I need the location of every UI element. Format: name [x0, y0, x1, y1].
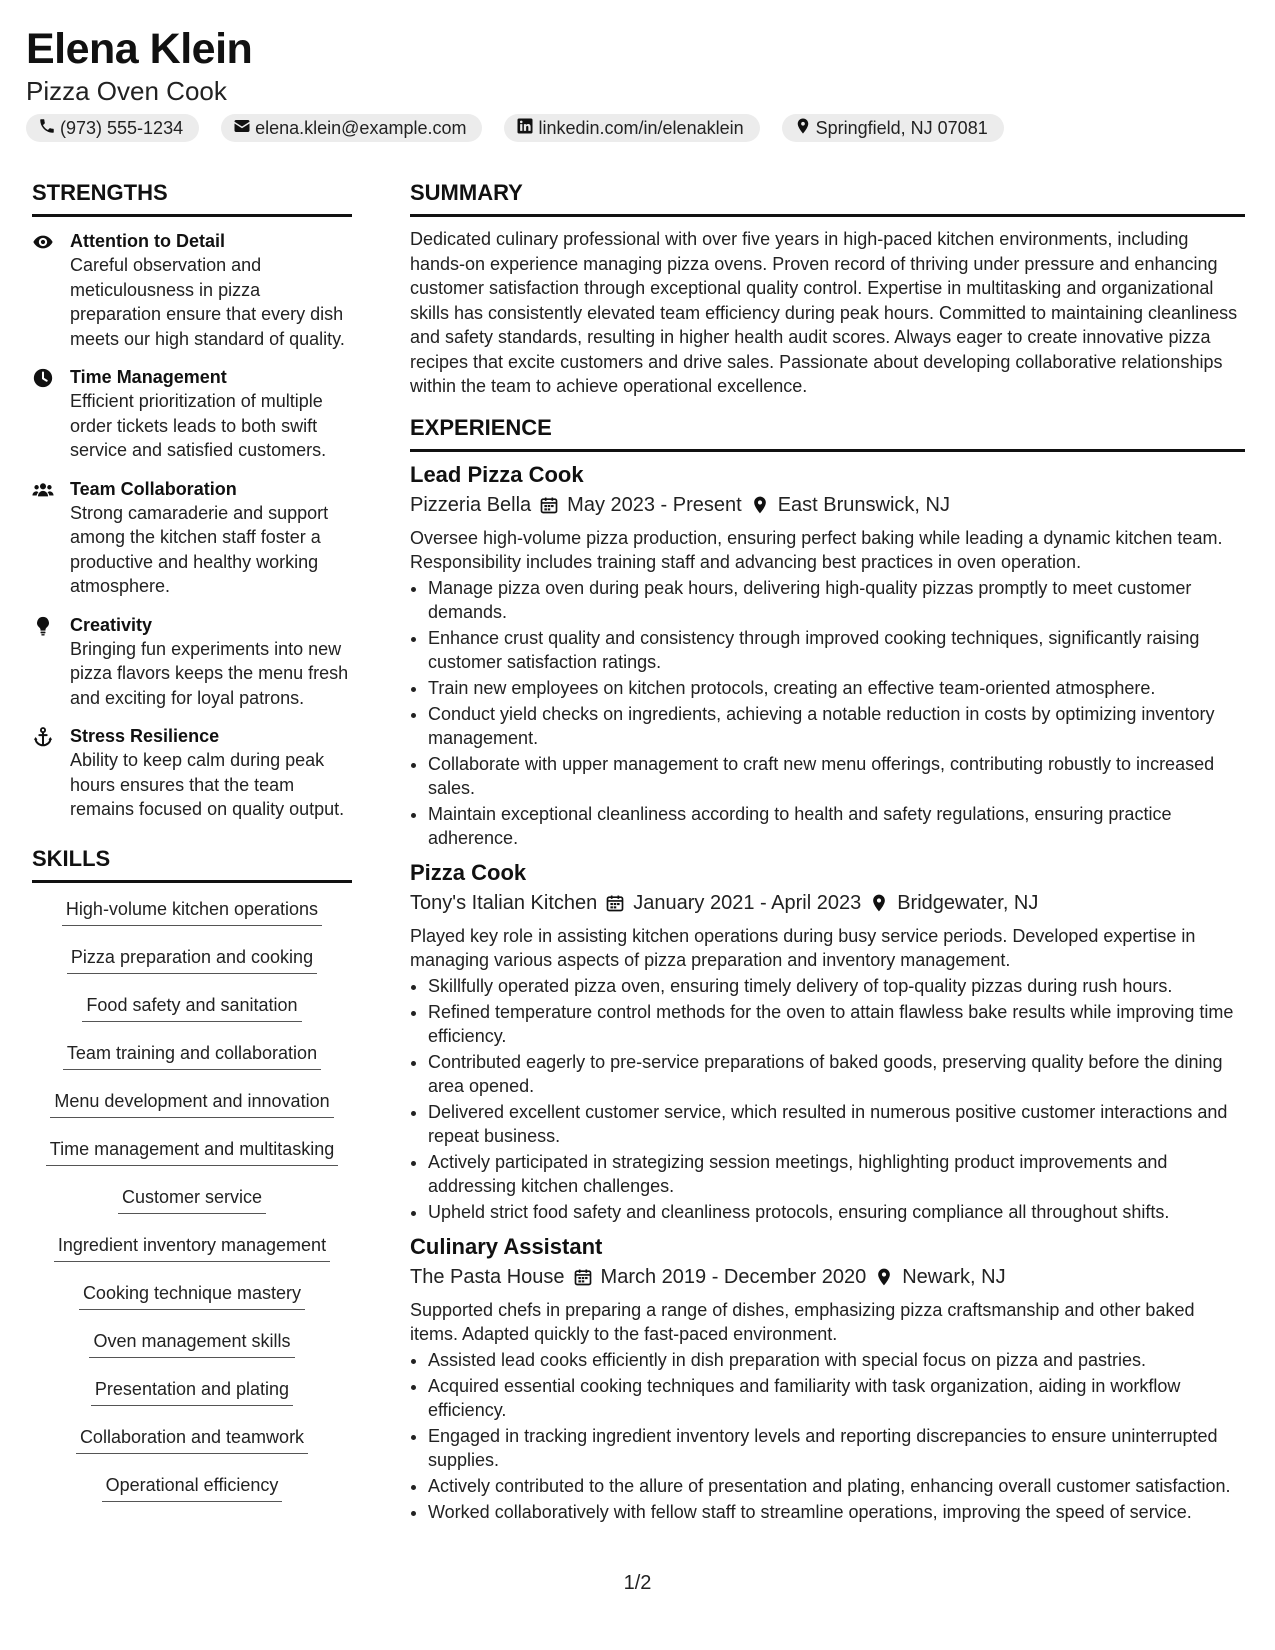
location-icon — [750, 495, 770, 515]
job-location: East Brunswick, NJ — [777, 493, 950, 516]
skill-tag: Time management and multitasking — [46, 1135, 338, 1166]
job-company: The Pasta House — [410, 1265, 565, 1288]
skill-tag: Ingredient inventory management — [54, 1231, 330, 1262]
calendar-icon — [605, 893, 625, 913]
job-bullets — [410, 1348, 1245, 1524]
skills-list — [32, 895, 352, 1519]
strength-desc: Careful observation and meticulousness in pizza preparation ensure that every dish meets our high standard of quality. — [70, 255, 345, 349]
job-bullet: • Train new employees on kitchen protocols, creating an effective team-oriented atmosphere. — [428, 676, 1245, 700]
job-bullet: • Skillfully operated pizza oven, ensuring timely delivery of top-quality pizzas during rush hours. — [428, 974, 1245, 998]
job-description: Played key role in assisting kitchen operations during busy service periods. Developed expertise in managing various aspects of pizza preparation and inventory management. — [410, 925, 1196, 970]
job-bullet: • Actively participated in strategizing session meetings, highlighting product improvements and addressing kitchen challenges. — [428, 1150, 1245, 1198]
strength-item — [32, 613, 352, 711]
job-description: Oversee high-volume pizza production, ensuring perfect baking while leading a dynamic kitchen team. Responsibility includes training staff and advancing best practices in oven operation. — [410, 527, 1223, 572]
candidate-name: Elena Klein — [26, 25, 253, 73]
experience-heading: EXPERIENCE — [410, 413, 1245, 452]
strength-name: Creativity — [70, 614, 153, 635]
job-entry — [410, 858, 1245, 1224]
job-company: Tony's Italian Kitchen — [410, 891, 598, 914]
strength-name: Attention to Detail — [70, 231, 225, 251]
job-bullets — [410, 974, 1245, 1224]
email-icon — [233, 117, 251, 140]
strength-name: Stress Resilience — [70, 726, 220, 746]
skill-tag: Team training and collaboration — [63, 1039, 321, 1070]
calendar-icon — [539, 495, 559, 515]
job-bullet: • Refined temperature control methods for the oven to attain flawless bake results while improving time efficiency. — [428, 1000, 1245, 1048]
location-icon — [869, 893, 889, 913]
job-title: Lead Pizza Cook — [410, 461, 584, 487]
job-company: Pizzeria Bella — [410, 493, 532, 516]
left-column — [32, 178, 352, 1519]
summary-text: Dedicated culinary professional with over five years in high-paced kitchen environments, including hands-on experience managing pizza ovens. Proven record of thriving under pressure and enhancing customer satisfaction through exceptional quality control. Expertise in multitasking and organizational skills has consistently elevated team efficiency during peak hours. Committed to maintaining cleanliness and safety standards, resulting in higher health audit scores. Always eager to create innovative pizza recipes that excite customers and drive sales. Passionate about developing collaborative relationships within the team to achieve operational excellence. — [410, 229, 1238, 396]
strength-desc: Bringing fun experiments into new pizza flavors keeps the menu fresh and exciting for loyal patrons. — [70, 638, 349, 708]
job-location: Newark, NJ — [902, 1265, 1006, 1288]
strengths-heading: STRENGTHS — [32, 178, 352, 217]
job-dates: May 2023 - Present — [567, 493, 742, 516]
candidate-title: Pizza Oven Cook — [26, 76, 227, 106]
job-bullet: • Acquired essential cooking techniques and familiarity with task organization, aiding in workflow efficiency. — [428, 1374, 1245, 1422]
resume-header — [26, 22, 1249, 142]
skill-tag: Food safety and sanitation — [82, 991, 301, 1022]
skill-tag: Oven management skills — [89, 1327, 294, 1358]
skill-tag: Cooking technique mastery — [79, 1279, 305, 1310]
strength-item — [32, 365, 352, 463]
strength-item — [32, 477, 352, 599]
skill-tag: High-volume kitchen operations — [62, 895, 322, 926]
skill-tag: Customer service — [118, 1183, 266, 1214]
job-bullet: • Worked collaboratively with fellow staff to streamline operations, improving the speed of service. — [428, 1500, 1245, 1524]
job-meta — [410, 1262, 1245, 1292]
location-icon — [794, 117, 812, 140]
phone-icon — [38, 117, 56, 140]
job-bullet: • Assisted lead cooks efficiently in dish preparation with special focus on pizza and pastries. — [428, 1348, 1245, 1372]
job-title: Culinary Assistant — [410, 1233, 603, 1259]
job-bullet: • Conduct yield checks on ingredients, achieving a notable reduction in costs by optimizing inventory management. — [428, 702, 1245, 750]
job-bullet: • Actively contributed to the allure of presentation and plating, enhancing overall customer satisfaction. — [428, 1474, 1245, 1498]
job-description: Supported chefs in preparing a range of dishes, emphasizing pizza craftsmanship and other baked items. Adapted quickly to the fast-paced environment. — [410, 1299, 1195, 1344]
lightbulb-icon — [32, 613, 56, 711]
users-icon — [32, 477, 56, 599]
job-entry — [410, 1232, 1245, 1524]
clock-icon — [32, 365, 56, 463]
experience-section — [410, 413, 1245, 1524]
location-icon — [874, 1267, 894, 1287]
contact-phone[interactable] — [26, 114, 199, 142]
strength-name: Time Management — [70, 367, 227, 387]
eye-icon — [32, 229, 56, 351]
job-bullet: • Enhance crust quality and consistency through improved cooking techniques, significantly raising customer satisfaction ratings. — [428, 626, 1245, 674]
job-bullet: • Engaged in tracking ingredient inventory levels and reporting discrepancies to ensure uninterrupted supplies. — [428, 1424, 1245, 1472]
skill-tag: Pizza preparation and cooking — [67, 943, 317, 974]
strength-name: Team Collaboration — [70, 478, 237, 499]
calendar-icon — [573, 1267, 593, 1287]
skill-tag: Operational efficiency — [102, 1471, 283, 1502]
job-bullet: • Contributed eagerly to pre-service preparations of baked goods, preserving quality before the dining area opened. — [428, 1050, 1245, 1098]
job-title: Pizza Cook — [410, 859, 527, 885]
contact-email[interactable] — [221, 114, 482, 142]
contact-linkedin[interactable] — [504, 114, 759, 142]
contact-linkedin-text: linkedin.com/in/elenaklein — [538, 117, 744, 138]
contact-location — [782, 114, 1004, 142]
job-bullet: • Collaborate with upper management to craft new menu offerings, contributing robustly to increased sales. — [428, 752, 1245, 800]
job-bullet: • Delivered excellent customer service, which resulted in numerous positive customer interactions and repeat business. — [428, 1100, 1245, 1148]
job-bullet: • Upheld strict food safety and cleanliness protocols, ensuring compliance all throughout shifts. — [428, 1200, 1245, 1224]
contact-phone-text: (973) 555-1234 — [60, 117, 184, 138]
anchor-icon — [32, 724, 56, 822]
skill-tag: Presentation and plating — [91, 1375, 293, 1406]
job-location: Bridgewater, NJ — [897, 891, 1039, 914]
skills-heading: SKILLS — [32, 844, 352, 883]
job-meta — [410, 490, 1245, 520]
strength-item — [32, 724, 352, 822]
page-number: 1/2 — [623, 1572, 652, 1594]
contact-bar — [26, 114, 1249, 142]
job-dates: March 2019 - December 2020 — [600, 1265, 867, 1288]
summary-heading: SUMMARY — [410, 178, 1245, 217]
strength-desc: Efficient prioritization of multiple order tickets leads to both swift service and satisfied customers. — [70, 391, 327, 460]
linkedin-icon — [516, 117, 534, 140]
job-bullet: • Manage pizza oven during peak hours, delivering high-quality pizzas promptly to meet customer demands. — [428, 576, 1245, 624]
job-dates: January 2021 - April 2023 — [633, 891, 862, 914]
contact-email-text: elena.klein@example.com — [255, 117, 467, 138]
strength-item — [32, 229, 352, 351]
contact-location-text: Springfield, NJ 07081 — [815, 117, 988, 138]
job-bullets — [410, 576, 1245, 850]
right-column — [410, 178, 1245, 1526]
job-entry — [410, 460, 1245, 850]
job-meta — [410, 888, 1245, 918]
skill-tag: Collaboration and teamwork — [76, 1423, 308, 1454]
job-bullet: • Maintain exceptional cleanliness according to health and safety regulations, ensuring practice adherence. — [428, 802, 1245, 850]
strength-desc: Ability to keep calm during peak hours ensures that the team remains focused on quality output. — [70, 750, 345, 819]
skill-tag: Menu development and innovation — [50, 1087, 333, 1118]
strength-desc: Strong camaraderie and support among the kitchen staff foster a productive and healthy working atmosphere. — [70, 502, 329, 596]
